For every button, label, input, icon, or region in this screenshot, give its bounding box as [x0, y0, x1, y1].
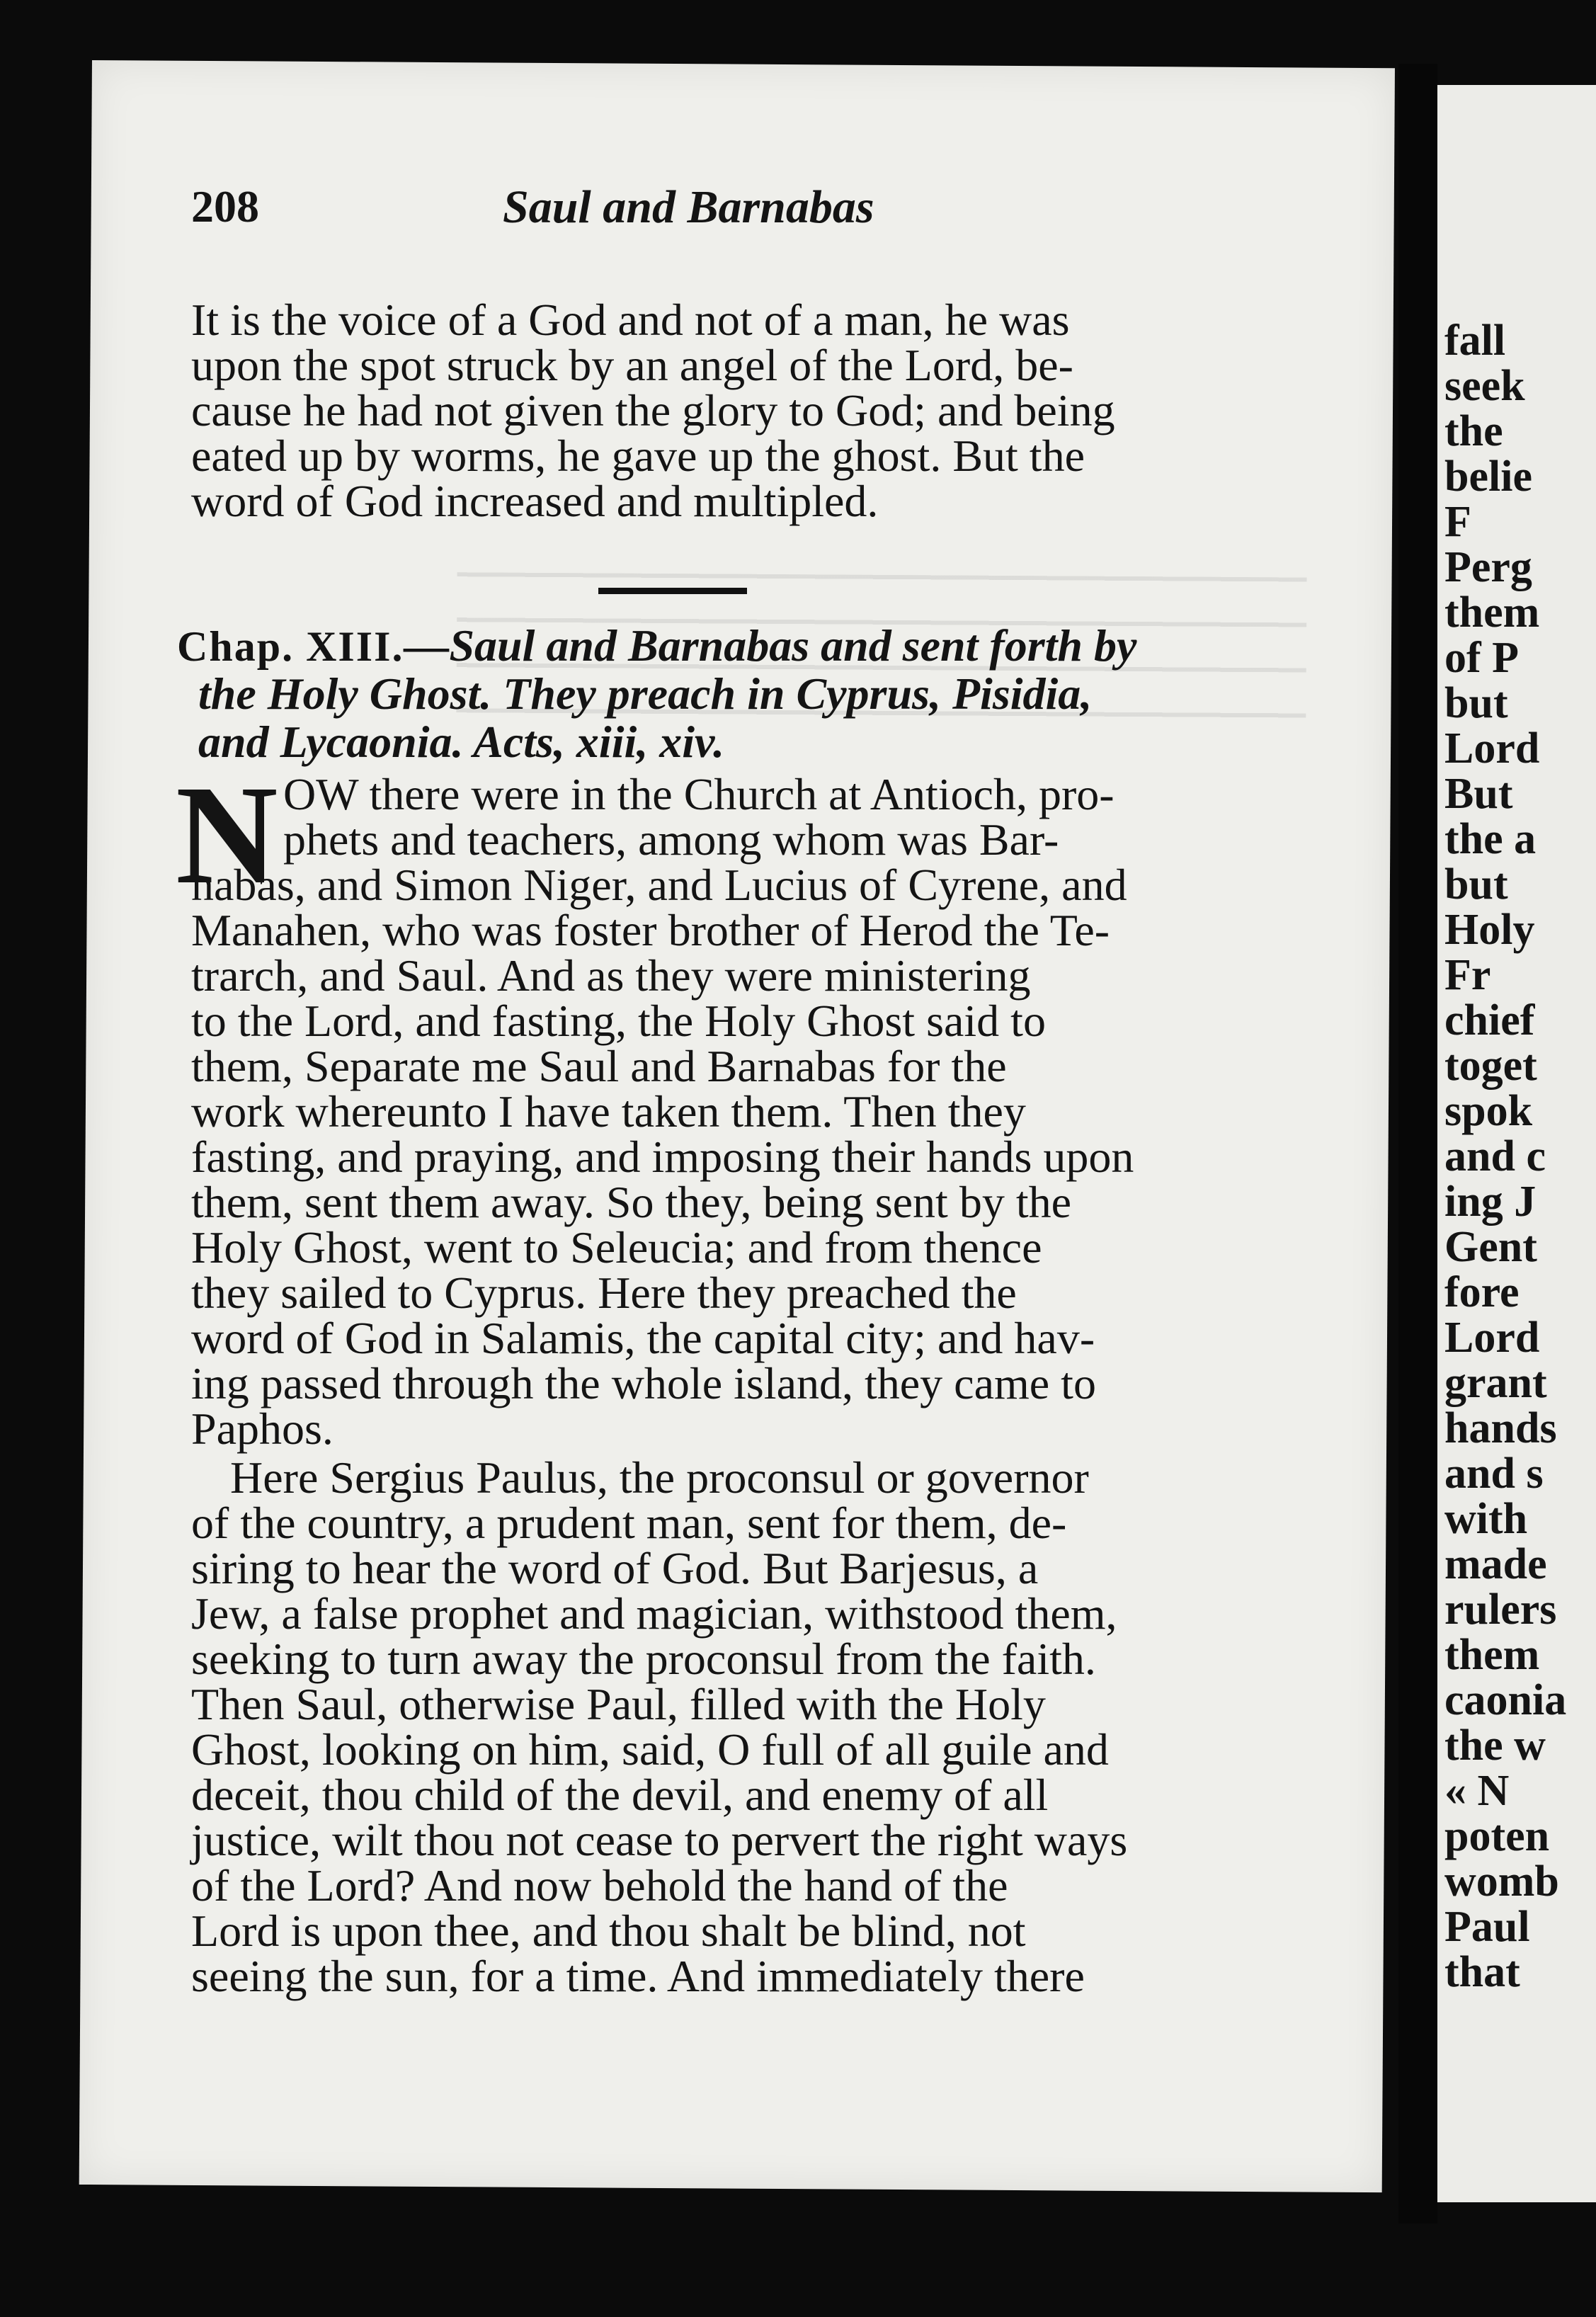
facing-page-fragment: made [1444, 1540, 1547, 1588]
facing-page-fragment: that [1444, 1948, 1520, 1996]
text-line: fasting, and praying, and imposing their hands upon [191, 1132, 1134, 1182]
text-line: seeking to turn away the proconsul from the faith. [191, 1634, 1096, 1684]
facing-page-fragment: Fr [1444, 951, 1491, 999]
facing-page-fragment: Paul [1444, 1903, 1530, 1951]
facing-page-fragment: Lord [1444, 724, 1540, 773]
facing-page-fragment: Holy [1444, 906, 1535, 954]
text-line: Ghost, looking on him, said, O full of all guile and [191, 1724, 1109, 1775]
text-line: work whereunto I have taken them. Then they [191, 1086, 1026, 1137]
facing-page-fragment: But [1444, 770, 1513, 818]
facing-page-fragment: fall [1444, 317, 1506, 365]
facing-page-fragment: rulers [1444, 1586, 1557, 1634]
text-line: Jew, a false prophet and magician, withstood them, [191, 1588, 1117, 1639]
facing-page-fragment: Lord [1444, 1314, 1540, 1362]
text-line: cause he had not given the glory to God; and being [191, 385, 1115, 435]
facing-page-fragment: poten [1444, 1812, 1550, 1860]
facing-page-fragment: hands [1444, 1404, 1557, 1452]
running-title: Saul and Barnabas [503, 181, 874, 233]
text-line: to the Lord, and fasting, the Holy Ghost said to [191, 996, 1046, 1046]
section-rule [598, 588, 747, 594]
chapter-summary-line: —Saul and Barnabas and sent forth by [404, 620, 1137, 671]
facing-page-fragment: spok [1444, 1087, 1533, 1135]
facing-page-fragment: and s [1444, 1450, 1544, 1498]
text-line: eated up by worms, he gave up the ghost. But the [191, 431, 1085, 481]
facing-page-fragment: ing J [1444, 1178, 1537, 1226]
facing-page-fragment: fore [1444, 1268, 1520, 1316]
facing-page [1437, 85, 1596, 2202]
text-line: Manahen, who was foster brother of Herod the Te- [191, 905, 1110, 955]
text-line: of the Lord? And now behold the hand of the [191, 1860, 1008, 1911]
text-line: Holy Ghost, went to Seleucia; and from thence [191, 1222, 1042, 1273]
facing-page-fragment: them [1444, 1631, 1540, 1679]
facing-page-fragment: the a [1444, 815, 1537, 863]
page-number: 208 [191, 181, 259, 232]
text-line: siring to hear the word of God. But Barjesus, a [191, 1543, 1039, 1593]
running-head [191, 145, 1275, 233]
text-line: trarch, and Saul. And as they were ministering [191, 950, 1031, 1001]
facing-page-fragment: them [1444, 588, 1540, 637]
facing-page-fragment: the [1444, 407, 1503, 455]
text-line: word of God increased and multipled. [191, 476, 879, 526]
facing-page-fragment: womb [1444, 1857, 1559, 1906]
chapter-summary-line: and Lycaonia. Acts, xiii, xiv. [198, 717, 725, 767]
facing-page-fragment: of P [1444, 634, 1520, 682]
text-line: upon the spot struck by an angel of the Lord, be- [191, 340, 1073, 390]
facing-page-fragment: F [1444, 498, 1471, 546]
facing-page-fragment: chief [1444, 996, 1535, 1044]
facing-page-fragment: but [1444, 860, 1508, 909]
text-line: them, Separate me Saul and Barnabas for the [191, 1041, 1007, 1091]
facing-page-fragment: belie [1444, 452, 1532, 501]
facing-page-fragment: the w [1444, 1721, 1546, 1770]
facing-page-fragment: Perg [1444, 543, 1532, 591]
text-line: nabas, and Simon Niger, and Lucius of Cyrene, and [191, 860, 1127, 910]
facing-page-fragment: with [1444, 1495, 1528, 1543]
text-line: word of God in Salamis, the capital city; and hav- [191, 1313, 1095, 1363]
text-line: OW there were in the Church at Antioch, pro- [283, 769, 1115, 819]
text-line: they sailed to Cyprus. Here they preached the [191, 1268, 1017, 1318]
facing-page-fragment: grant [1444, 1359, 1547, 1407]
text-line: It is the voice of a God and not of a man, he was [191, 295, 1070, 345]
text-line: them, sent them away. So they, being sent by the [191, 1177, 1071, 1227]
facing-page-fragment: seek [1444, 362, 1525, 410]
text-line: Lord is upon thee, and thou shalt be blind, not [191, 1906, 1026, 1956]
facing-page-fragment: Gent [1444, 1223, 1537, 1271]
facing-page-fragment: caonia [1444, 1676, 1567, 1724]
text-line: phets and teachers, among whom was Bar- [283, 814, 1059, 865]
text-line: of the country, a prudent man, sent for them, de- [191, 1498, 1067, 1548]
chapter-summary-line: the Holy Ghost. They preach in Cyprus, Pisidia, [198, 668, 1093, 719]
text-line: ing passed through the whole island, they came to [191, 1358, 1096, 1408]
text-line: Paphos. [191, 1404, 334, 1454]
drop-cap: N [176, 757, 278, 913]
book-gutter [1398, 64, 1437, 2224]
text-line: justice, wilt thou not cease to pervert the right ways [191, 1815, 1128, 1865]
facing-page-fragment: and c [1444, 1132, 1546, 1180]
text-line: Here Sergius Paulus, the proconsul or governor [230, 1452, 1089, 1503]
facing-page-fragment: toget [1444, 1042, 1537, 1090]
text-line: seeing the sun, for a time. And immediately there [191, 1951, 1085, 2001]
text-line: Then Saul, otherwise Paul, filled with the Holy [191, 1679, 1046, 1729]
text-line: deceit, thou child of the devil, and enemy of all [191, 1770, 1049, 1820]
facing-page-fragment: « N [1444, 1767, 1510, 1815]
facing-page-fragment: but [1444, 679, 1508, 727]
chapter-label: Chap. XIII. [177, 623, 404, 670]
